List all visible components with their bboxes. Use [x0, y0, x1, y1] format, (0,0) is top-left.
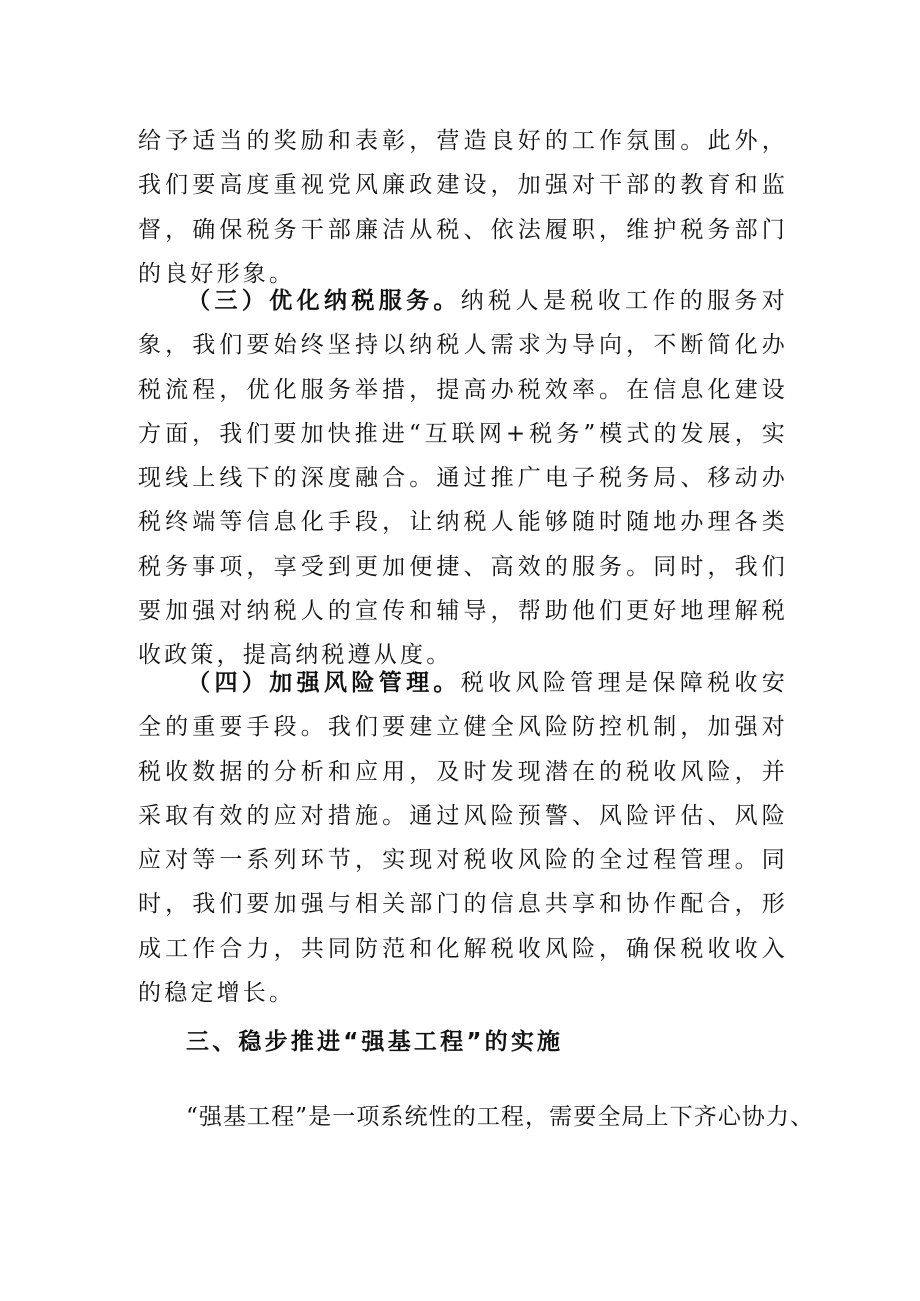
paragraph-text: “强基工程”是一项系统性的工程，需要全局上下齐心协力、 [186, 1104, 815, 1130]
section-title-risk-management: （四）加强风险管理。 [186, 670, 461, 696]
paragraph-text: 给予适当的奖励和表彰，营造良好的工作氛围。此外，我们要高度重视党风廉政建设，加强对干部的教育和监督，确保税务干部廉洁从税、依法履职，维护税务部门的良好形象。 [138, 128, 788, 287]
paragraph-rewards [138, 119, 788, 296]
section-title-optimize-service: （三）优化纳税服务。 [186, 288, 461, 314]
paragraph-taxpayer-service [138, 279, 788, 678]
paragraph-text: 纳税人是税收工作的服务对象，我们要始终坚持以纳税人需求为导向，不断简化办税流程，优化服务举措，提高办税效率。在信息化建设方面，我们要加快推进“互联网+税务”模式的发展，实现线上线下的深度融合。通过推广电子税务局、移动办税终端等信息化手段，让纳税人能够随时随地办理各类税务事项，享受到更加便捷、高效的服务。同时，我们要加强对纳税人的宣传和辅导，帮助他们更好地理解税收政策，提高纳税遵从度。 [138, 288, 788, 669]
paragraph-risk-management [138, 661, 788, 1015]
paragraph-project-intro [186, 1095, 814, 1139]
section-heading: 三、稳步推进“强基工程”的实施 [186, 1029, 564, 1055]
paragraph-text: 税收风险管理是保障税收安全的重要手段。我们要建立健全风险防控机制，加强对税收数据的分析和应用，及时发现潜在的税收风险，并采取有效的应对措施。通过风险预警、风险评估、风险应对等一系列环节，实现对税收风险的全过程管理。同时，我们要加强与相关部门的信息共享和协作配合，形成工作合力，共同防范和化解税收风险，确保税收收入的稳定增长。 [138, 670, 788, 1007]
